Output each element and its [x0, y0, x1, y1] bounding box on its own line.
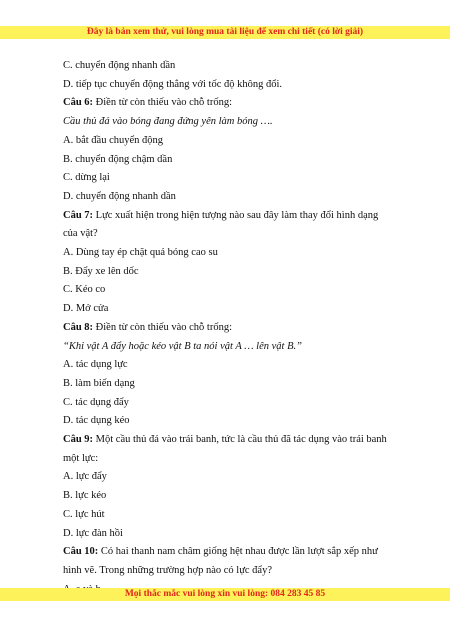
question-9-label: Câu 9:	[63, 434, 94, 446]
question-6	[63, 94, 393, 113]
contact-banner	[0, 588, 450, 601]
question-6-text: Điền từ còn thiếu vào chỗ trống:	[93, 97, 232, 109]
option-q7-b: B. Đẩy xe lên dốc	[63, 265, 139, 277]
option-q8-b: B. làm biến dạng	[63, 377, 135, 389]
question-8-prompt: “Khi vật A đẩy hoặc kéo vật B ta nói vật A … lên vật B.”	[63, 340, 302, 352]
option-q5-d: D. tiếp tục chuyển động thẳng với tốc độ không đổi.	[63, 78, 283, 90]
option-q7-d: D. Mở cửa	[63, 303, 109, 315]
option-q8-c: C. tác dụng đẩy	[63, 396, 129, 408]
option-q9-b: B. lực kéo	[63, 490, 107, 502]
preview-banner-text: Đây là bản xem thử, vui lòng mua tài liệu để xem chi tiết (có lời giải)	[86, 27, 364, 37]
option-q7-c: C. Kéo co	[63, 284, 106, 296]
contact-banner-text: Mọi thắc mắc vui lòng xin vui lòng: 084 283 45 85	[124, 589, 326, 599]
option-q9-a: A. lực đẩy	[63, 471, 107, 483]
question-9-text: Một cầu thủ đá vào trái banh, tức là cầu thủ đã tác dụng vào trái banh một lực:	[63, 434, 387, 464]
document-body	[63, 57, 393, 599]
question-8-label: Câu 8:	[63, 321, 94, 333]
option-q7-a: A. Dùng tay ép chặt quả bóng cao su	[63, 247, 218, 259]
question-10-text: Có hai thanh nam châm giống hệt nhau được lần lượt sắp xếp như hình vẽ. Trong những trường hợp nào có lực đẩy?	[63, 546, 378, 576]
question-6-prompt: Cầu thủ đá vào bóng đang đứng yên làm bóng ….	[63, 116, 273, 128]
option-q8-d: D. tác dụng kéo	[63, 415, 130, 427]
question-10	[63, 543, 393, 580]
option-q6-a: A. bắt đầu chuyển động	[63, 134, 164, 146]
option-q6-b: B. chuyển động chậm dần	[63, 153, 173, 165]
option-q6-d: D. chuyển động nhanh dần	[63, 190, 176, 202]
option-q5-c: C. chuyển động nhanh dần	[63, 60, 176, 71]
option-q9-d: D. lực đàn hồi	[63, 527, 123, 539]
question-7-label: Câu 7:	[63, 209, 94, 221]
preview-banner	[0, 26, 450, 39]
question-9	[63, 431, 393, 468]
question-7	[63, 207, 393, 244]
question-6-label: Câu 6:	[63, 97, 94, 109]
question-8	[63, 319, 393, 338]
option-q6-c: C. dừng lại	[63, 172, 110, 184]
option-q8-a: A. tác dụng lực	[63, 359, 128, 371]
question-8-text: Điền từ còn thiếu vào chỗ trống:	[93, 321, 232, 333]
question-7-text: Lực xuất hiện trong hiện tượng nào sau đây làm thay đổi hình dạng của vật?	[63, 209, 379, 240]
option-q9-c: C. lực hút	[63, 508, 105, 520]
question-10-label: Câu 10:	[63, 546, 99, 558]
